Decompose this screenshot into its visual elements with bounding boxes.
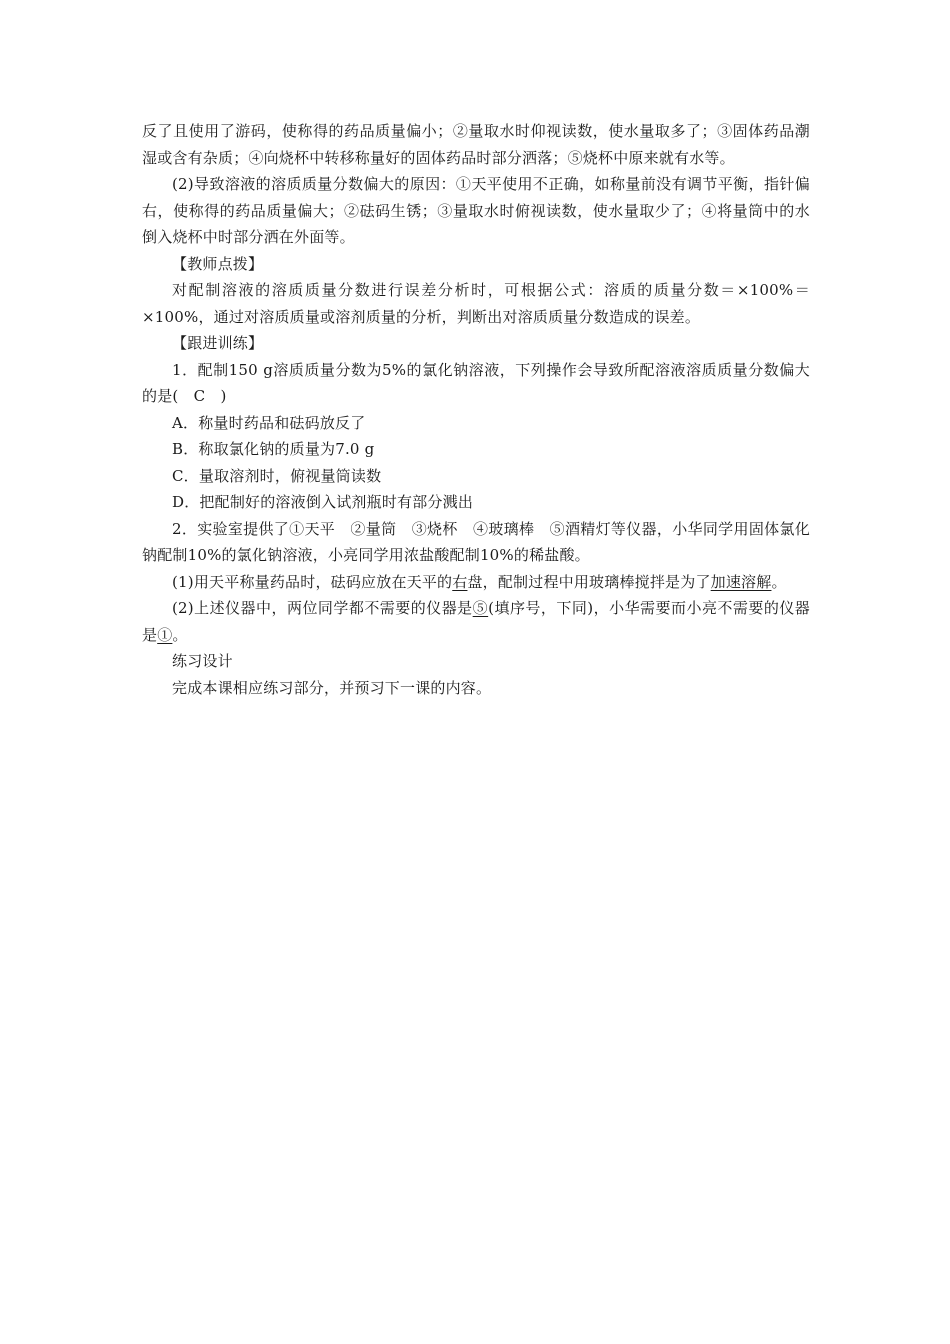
question-2-sub-1-text-c: 。 — [771, 572, 787, 591]
exercise-text: 完成本课相应练习部分，并预习下一课的内容。 — [172, 678, 492, 697]
question-2-sub-1 — [142, 569, 810, 596]
question-1-option-a: A．称量时药品和砝码放反了 — [172, 413, 366, 432]
question-2-sub-1-text-b: 盘，配制过程中用玻璃棒搅拌是为了 — [467, 572, 711, 591]
question-2-sub-2-text-a: (2)上述仪器中，两位同学都不需要的仪器是 — [172, 599, 473, 617]
question-2-sub-2 — [142, 595, 810, 648]
teacher-tips-heading: 【教师点拨】 — [172, 254, 264, 273]
question-2-stem: 2．实验室提供了①天平 ②量筒 ③烧杯 ④玻璃棒 ⑤酒精灯等仪器，小华同学用固体氯化钠配制10%的氯化钠溶液，小亮同学用浓盐酸配制10%的稀盐酸。 — [142, 519, 810, 564]
question-1-option-c: C．量取溶剂时，俯视量筒读数 — [172, 466, 382, 485]
answer-blank-xiaohua-instrument: ① — [157, 625, 173, 644]
question-2-sub-1-text-a: (1)用天平称量药品时，砝码应放在天平的 — [172, 572, 453, 591]
document-page — [142, 118, 810, 701]
question-2-sub-2-text-c: 。 — [172, 625, 188, 644]
paragraph-low-causes: 反了且使用了游码，使称得的药品质量偏小；②量取水时仰视读数，使水量取多了；③固体药品潮湿或含有杂质；④向烧杯中转移称量好的固体药品时部分洒落；⑤烧杯中原来就有水等。 — [142, 122, 810, 167]
question-1-option-b: B．称取氯化钠的质量为7.0 g — [172, 440, 375, 458]
question-1-stem: 1．配制150 g溶质质量分数为5%的氯化钠溶液，下列操作会导致所配溶液溶质质量分数偏大的是( C ) — [142, 360, 810, 405]
practice-heading: 【跟进训练】 — [172, 334, 264, 352]
answer-blank-unneeded-instrument: ⑤ — [472, 599, 489, 617]
answer-blank-right-pan: 右 — [452, 572, 468, 591]
answer-blank-speed-dissolve: 加速溶解 — [710, 572, 772, 591]
question-1-option-d: D．把配制好的溶液倒入试剂瓶时有部分溅出 — [172, 493, 474, 511]
paragraph-high-causes: (2)导致溶液的溶质质量分数偏大的原因：①天平使用不正确，如称量前没有调节平衡，指针偏右，使称得的药品质量偏大；②砝码生锈；③量取水时俯视读数，使水量取少了；④将量筒中的水倒入烧杯中时部分洒在外面等。 — [142, 175, 810, 246]
exercise-heading: 练习设计 — [172, 652, 233, 670]
teacher-tips-text: 对配制溶液的溶质质量分数进行误差分析时，可根据公式：溶质的质量分数＝×100%＝×100%，通过对溶质质量或溶剂质量的分析，判断出对溶质质量分数造成的误差。 — [142, 281, 810, 326]
question-2-sub-2-text-b: (填序号，下同)，小华需要而小亮不需要的仪器是 — [142, 599, 811, 644]
